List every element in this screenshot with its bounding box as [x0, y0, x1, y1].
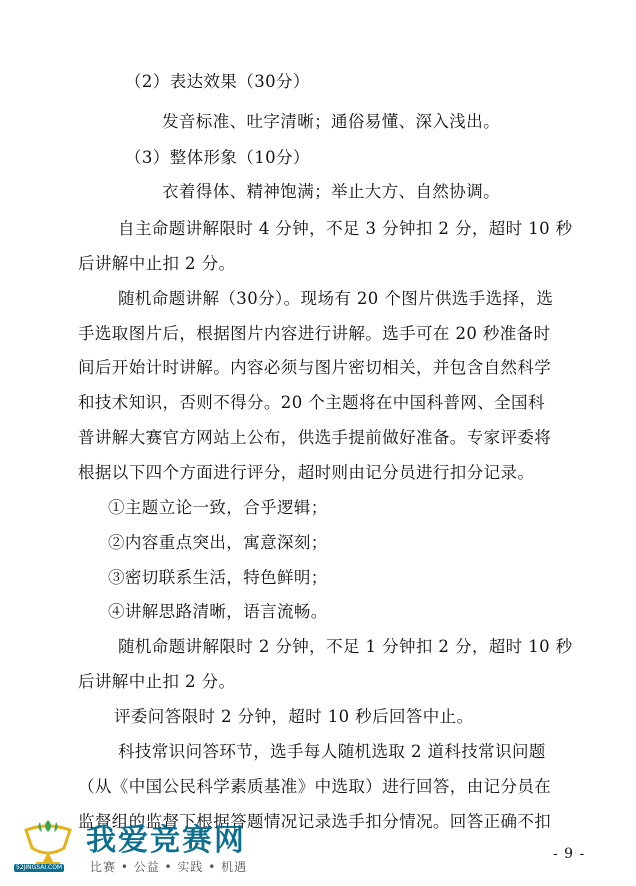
body-paragraph-line: 随机命题讲解限时 2 分钟，不足 1 分钟扣 2 分，超时 10 秒 — [118, 637, 573, 656]
watermark-slogan: 比赛 • 公益 • 实践 • 机遇 — [90, 860, 248, 874]
section-heading-appearance: （3）整体形象（10分） — [125, 148, 310, 167]
body-paragraph-line: 根据以下四个方面进行评分，超时则由记分员进行扣分记录。 — [78, 463, 535, 482]
body-paragraph-line: 和技术知识，否则不得分。20 个主题将在中国科普网、全国科 — [78, 393, 545, 412]
section-heading-expression: （2）表达效果（30分） — [125, 72, 310, 91]
body-paragraph-line: 间后开始计时讲解。内容必须与图片密切相关，并包含自然科学 — [78, 358, 552, 377]
body-paragraph-line: 科技常识问答环节，选手每人随机选取 2 道科技常识问题 — [118, 742, 546, 761]
body-paragraph-line: 手选取图片后，根据图片内容进行讲解。选手可在 20 秒准备时 — [78, 324, 551, 343]
criteria-item: ①主题立论一致，合乎逻辑； — [108, 498, 328, 517]
watermark-name: 我爱竞赛网 — [86, 823, 246, 858]
criteria-item: ③密切联系生活，特色鲜明； — [108, 568, 328, 587]
body-paragraph-line: 监督组的监督下根据答题情况记录选手扣分情况。回答正确不扣 — [78, 812, 552, 831]
body-paragraph-line: （从《中国公民科学素质基准》中选取）进行回答，由记分员在 — [78, 777, 552, 796]
body-paragraph-line: 自主命题讲解限时 4 分钟，不足 3 分钟扣 2 分，超时 10 秒 — [118, 219, 573, 238]
criteria-item: ④讲解思路清晰，语言流畅。 — [108, 602, 328, 621]
criteria-item: ②内容重点突出，寓意深刻； — [108, 533, 328, 552]
page-number: - 9 - — [553, 846, 586, 862]
watermark-url: 52JINGSAI.COM — [16, 864, 63, 871]
body-paragraph-line: 后讲解中止扣 2 分。 — [78, 672, 236, 691]
body-line: 发音标准、吐字清晰；通俗易懂、深入浅出。 — [162, 112, 500, 131]
body-paragraph-line: 评委问答限时 2 分钟，超时 10 秒后回答中止。 — [114, 707, 474, 726]
body-paragraph-line: 后讲解中止扣 2 分。 — [78, 254, 236, 273]
body-paragraph-line: 普讲解大赛官方网站上公布，供选手提前做好准备。专家评委将 — [78, 428, 552, 447]
body-line: 衣着得体、精神饱满；举止大方、自然协调。 — [162, 182, 500, 201]
body-paragraph-line: 随机命题讲解（30分）。现场有 20 个图片供选手选择，选 — [118, 289, 554, 308]
